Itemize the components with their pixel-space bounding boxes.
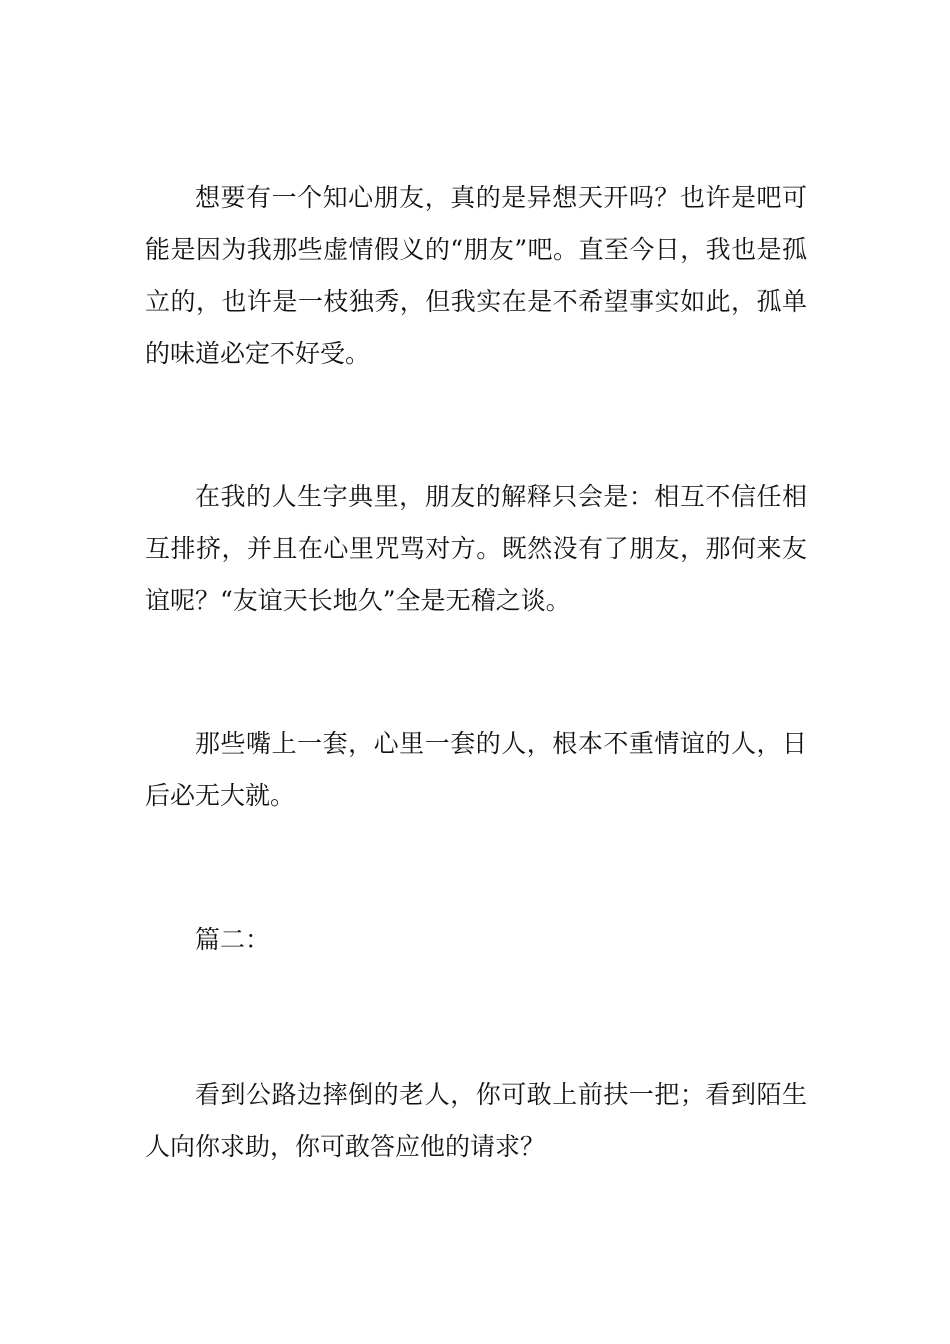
paragraph-1: 想要有一个知心朋友，真的是异想天开吗？也许是吧可能是因为我那些虚情假义的“朋友”吧。直至今日，我也是孤立的，也许是一枝独秀，但我实在是不希望事实如此，孤单的味道必定不好受。 [145, 183, 807, 368]
paragraph-3: 那些嘴上一套，心里一套的人，根本不重情谊的人，日后必无大就。 [145, 729, 807, 810]
section-heading: 篇二： [195, 925, 271, 954]
paragraph-4: 看到公路边摔倒的老人，你可敢上前扶一把；看到陌生人向你求助，你可敢答应他的请求？ [145, 1080, 807, 1161]
paragraph-2: 在我的人生字典里，朋友的解释只会是：相互不信任相互排挤，并且在心里咒骂对方。既然没有了朋友，那何来友谊呢？“友谊天长地久”全是无稽之谈。 [145, 482, 807, 615]
